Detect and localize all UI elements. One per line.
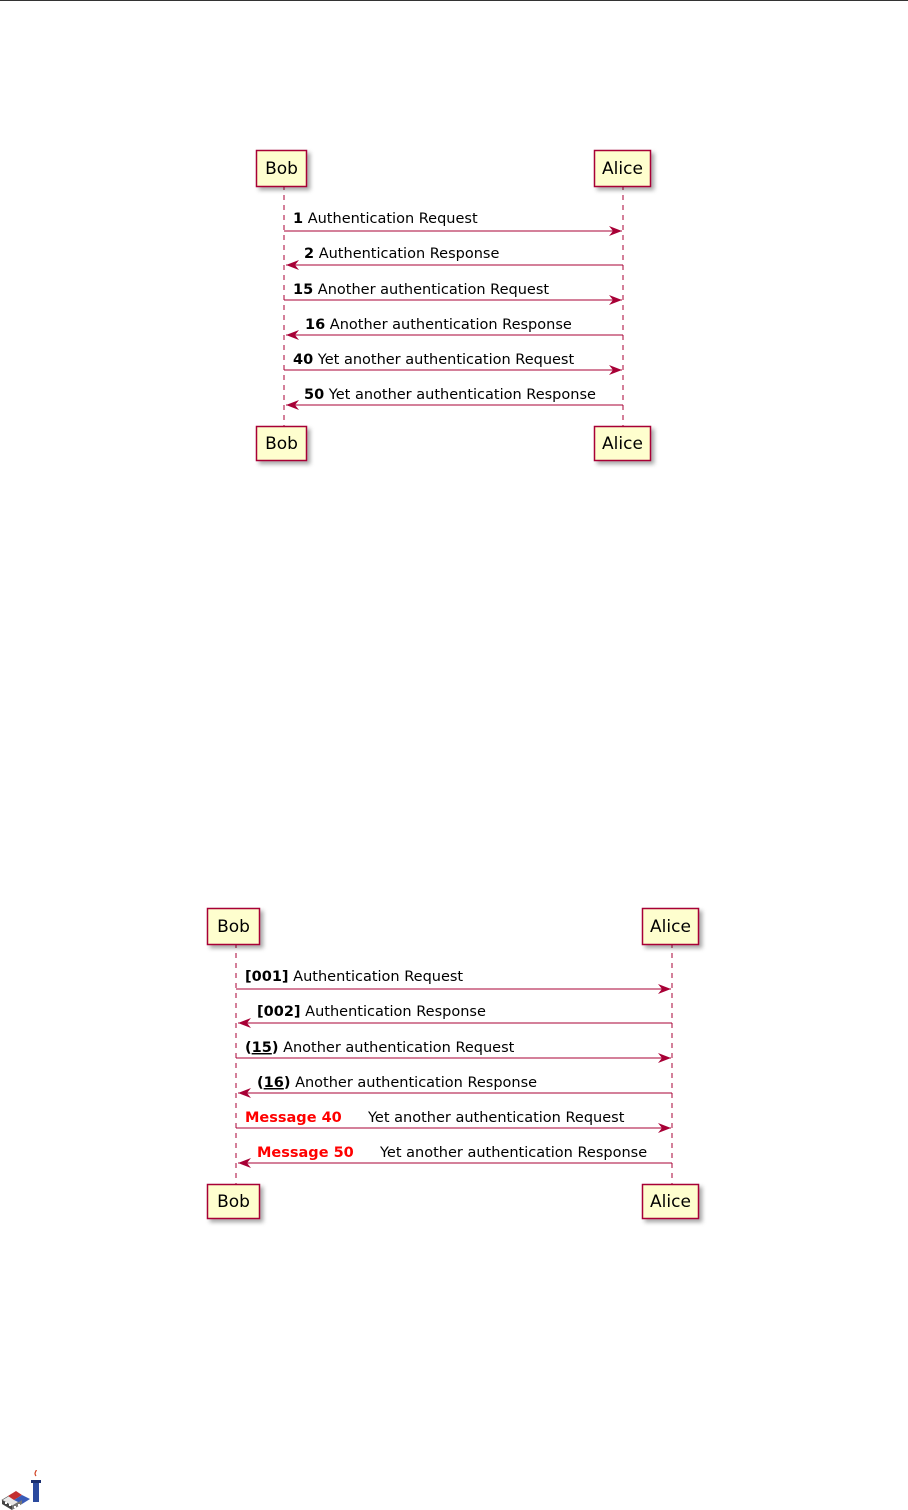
- message-40: [236, 1110, 671, 1133]
- participant-label: Bob: [265, 434, 298, 454]
- message-number: 40: [321, 1110, 342, 1126]
- message-text: Authentication Response: [305, 1004, 486, 1020]
- message-40: [284, 352, 622, 375]
- message-prefix: [: [257, 1004, 264, 1020]
- participant-alice-top: [595, 151, 651, 187]
- message-text: Yet another authentication Response: [328, 387, 596, 403]
- svg-text:Message 40Yet another authenti: [245, 1110, 625, 1126]
- message-number: 1: [293, 211, 304, 227]
- message-number: 16: [263, 1075, 284, 1091]
- message-16: [238, 1075, 672, 1098]
- message-text: Another authentication Response: [329, 317, 572, 333]
- plantuml-logo-icon: [0, 1470, 44, 1510]
- participant-label: Bob: [265, 159, 298, 179]
- participant-label: Alice: [650, 917, 691, 937]
- message-2: [286, 246, 623, 270]
- participant-label: Bob: [217, 1192, 250, 1212]
- message-prefix: Message: [245, 1110, 322, 1126]
- diagram-1: [257, 151, 651, 461]
- message-prefix: (: [245, 1040, 252, 1056]
- message-001: [236, 969, 671, 994]
- message-002: [238, 1004, 672, 1028]
- message-prefix: Message: [257, 1145, 334, 1161]
- message-text: Yet another authentication Request: [368, 1110, 625, 1126]
- message-suffix: ): [271, 1040, 279, 1056]
- message-text: Authentication Request: [293, 969, 464, 985]
- message-text: Authentication Response: [318, 246, 500, 262]
- message-prefix: [: [245, 969, 252, 985]
- svg-text:[001] Authentication Request: [245, 969, 463, 985]
- message-15: [236, 1040, 671, 1063]
- message-number: 15: [251, 1040, 272, 1056]
- message-text: Another authentication Request: [317, 282, 550, 298]
- svg-text:(16) Another authentication Re: [257, 1075, 537, 1091]
- svg-text:40 Yet another authentication: [293, 352, 574, 368]
- svg-text:Message 50Yet another authenti: [257, 1145, 647, 1161]
- message-text: Another authentication Request: [283, 1040, 515, 1056]
- message-number: 50: [304, 387, 325, 403]
- message-text: Another authentication Response: [295, 1075, 538, 1091]
- participant-alice-top: [643, 909, 699, 945]
- message-suffix: ): [283, 1075, 291, 1091]
- message-text: Authentication Request: [307, 211, 478, 227]
- svg-text:[002] Authentication Response: [257, 1004, 486, 1020]
- message-number: 001: [251, 969, 282, 985]
- participant-bob-top: [257, 151, 307, 187]
- message-suffix: ]: [281, 969, 289, 985]
- message-50: [286, 387, 623, 410]
- message-number: 40: [293, 352, 314, 368]
- message-number: 15: [293, 282, 314, 298]
- message-prefix: (: [257, 1075, 264, 1091]
- message-15: [284, 282, 622, 305]
- diagram-2: [208, 909, 699, 1219]
- participant-label: Alice: [602, 159, 643, 179]
- svg-text:1 Authentication Request: [293, 211, 478, 227]
- message-50: [238, 1145, 672, 1168]
- svg-text:15 Another authentication Requ: [293, 282, 549, 298]
- participant-label: Alice: [650, 1192, 691, 1212]
- message-text: Yet another authentication Response: [380, 1145, 648, 1161]
- message-1: [284, 211, 622, 236]
- svg-text:(15) Another authentication Re: [245, 1040, 515, 1056]
- message-number: 2: [304, 246, 315, 262]
- message-number: 002: [263, 1004, 294, 1020]
- participant-alice-bottom: [595, 427, 651, 461]
- message-suffix: ]: [293, 1004, 301, 1020]
- participant-label: Bob: [217, 917, 250, 937]
- message-text: Yet another authentication Request: [317, 352, 575, 368]
- message-number: 50: [333, 1145, 354, 1161]
- message-16: [286, 317, 623, 340]
- svg-text:16 Another authentication Resp: [305, 317, 572, 333]
- participant-alice-bottom: [643, 1185, 699, 1219]
- svg-text:50 Yet another authentication: [304, 387, 596, 403]
- participant-label: Alice: [602, 434, 643, 454]
- participant-bob-top: [208, 909, 260, 945]
- participant-bob-bottom: [257, 427, 307, 461]
- svg-text:2 Authentication Response: [304, 246, 499, 262]
- message-number: 16: [305, 317, 326, 333]
- participant-bob-bottom: [208, 1185, 260, 1219]
